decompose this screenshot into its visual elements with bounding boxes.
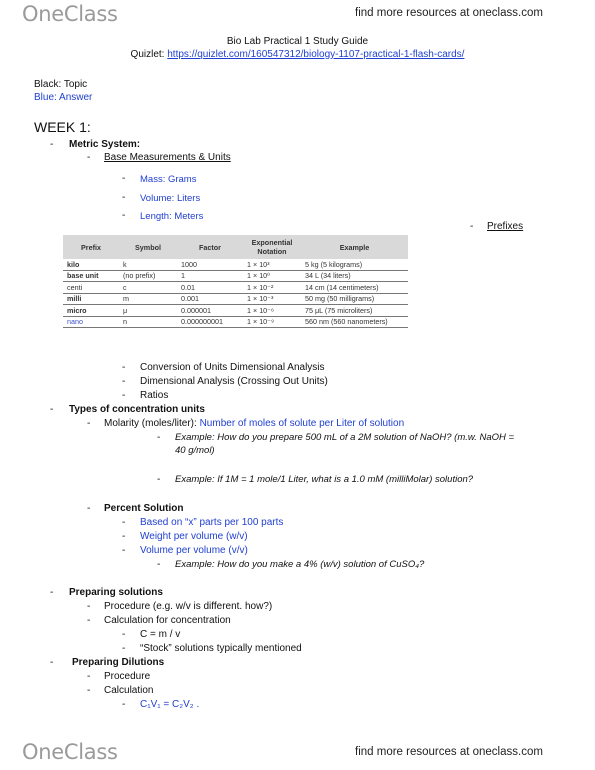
prefixes-heading: Prefixes: [487, 221, 524, 232]
logo-class: Class: [63, 740, 118, 764]
dimensional-item: Dimensional Analysis (Crossing Out Units): [140, 376, 328, 387]
cell-exponential: 1 × 10⁻³: [243, 293, 301, 305]
cell-exponential: 1 × 10³: [243, 259, 301, 270]
col-header-factor: Factor: [177, 235, 243, 259]
molarity-label: Molarity (moles/liter):: [104, 418, 200, 429]
cell-prefix: micro: [63, 305, 119, 317]
header-tagline[interactable]: find more resources at oneclass.com: [355, 7, 543, 19]
cell-symbol: c: [119, 282, 177, 294]
cell-factor: 0.000001: [177, 305, 243, 317]
example-cuso4: Example: How do you make a 4% (w/v) solution of CuSO₄?: [175, 559, 425, 570]
types-concentration-heading: Types of concentration units: [69, 404, 205, 415]
length-answer: Length: Meters: [140, 211, 204, 222]
cell-example: 75 μL (75 microliters): [301, 305, 408, 317]
molarity-item: [104, 418, 404, 429]
table-row: [63, 270, 408, 282]
cell-example: 34 L (34 liters): [301, 270, 408, 282]
dilution-equation: C₁V₁ = C₂V₂ .: [140, 699, 200, 710]
quizlet-link[interactable]: https://quizlet.com/160547312/biology-1107-practical-1-flash-cards/: [167, 49, 465, 60]
cell-symbol: μ: [119, 305, 177, 317]
weight-per-volume-answer: Weight per volume (w/v): [140, 531, 248, 542]
cell-exponential: 1 × 10⁻²: [243, 282, 301, 294]
example-naoh-line2: 40 g/mol): [175, 445, 215, 456]
table-row: [63, 282, 408, 294]
cell-symbol: n: [119, 316, 177, 328]
cell-prefix: nano: [63, 316, 119, 328]
preparing-solutions-heading: Preparing solutions: [69, 587, 163, 598]
percent-solution-heading: Percent Solution: [104, 503, 184, 514]
example-naoh-line1: Example: How do you prepare 500 mL of a 2M solution of NaOH? (m.w. NaOH =: [175, 432, 515, 443]
mass-answer: Mass: Grams: [140, 174, 197, 185]
procedure-eg-item: Procedure (e.g. w/v is different. how?): [104, 601, 273, 612]
volume-per-volume-answer: Volume per volume (v/v): [140, 545, 248, 556]
conversion-item: Conversion of Units Dimensional Analysis: [140, 362, 325, 373]
table-row: [63, 316, 408, 328]
col-header-example: Example: [301, 235, 408, 259]
table-row: [63, 305, 408, 317]
ratios-item: Ratios: [140, 390, 169, 401]
c-equation: C = m / v: [140, 629, 181, 640]
cell-exponential: 1 × 10⁻⁶: [243, 305, 301, 317]
cell-prefix: centi: [63, 282, 119, 294]
calculation-item: Calculation: [104, 685, 154, 696]
cell-symbol: k: [119, 259, 177, 270]
cell-symbol: m: [119, 293, 177, 305]
cell-example: 14 cm (14 centimeters): [301, 282, 408, 294]
cell-example: 560 nm (560 nanometers): [301, 316, 408, 328]
volume-answer: Volume: Liters: [140, 193, 201, 204]
table-row: [63, 259, 408, 270]
cell-factor: 1: [177, 270, 243, 282]
table-row: [63, 293, 408, 305]
cell-example: 5 kg (5 kilograms): [301, 259, 408, 270]
base-measurements-heading: Base Measurements & Units: [104, 152, 231, 163]
cell-factor: 0.01: [177, 282, 243, 294]
metric-system-heading: Metric System:: [69, 139, 141, 150]
cell-exponential: 1 × 10⁻⁹: [243, 316, 301, 328]
prefix-table: [63, 235, 408, 328]
col-header-symbol: Symbol: [119, 235, 177, 259]
stock-item: “Stock” solutions typically mentioned: [140, 643, 302, 654]
cell-symbol: (no prefix): [119, 270, 177, 282]
calc-concentration-item: Calculation for concentration: [104, 615, 231, 626]
quizlet-line: [0, 49, 595, 60]
col-header-prefix: Prefix: [63, 235, 119, 259]
legend-black: Black: Topic: [34, 79, 88, 90]
example-mm: Example: If 1M = 1 mole/1 Liter, what is a 1.0 mM (milliMolar) solution?: [175, 474, 474, 485]
molarity-answer: Number of moles of solute per Liter of solution: [199, 418, 405, 429]
legend-blue: Blue: Answer: [34, 92, 93, 103]
oneclass-logo-footer: [22, 740, 118, 764]
cell-factor: 1000: [177, 259, 243, 270]
cell-factor: 0.001: [177, 293, 243, 305]
cell-prefix: milli: [63, 293, 119, 305]
oneclass-logo: [22, 2, 118, 26]
cell-exponential: 1 × 10⁰: [243, 270, 301, 282]
quizlet-label: Quizlet:: [130, 49, 168, 60]
col-header-exponential: Exponential Notation: [243, 235, 301, 259]
cell-prefix: kilo: [63, 259, 119, 270]
table-header-row: [63, 235, 408, 259]
cell-example: 50 mg (50 milligrams): [301, 293, 408, 305]
week-heading: WEEK 1:: [34, 119, 91, 135]
cell-prefix: base unit: [63, 270, 119, 282]
logo-one: One: [22, 2, 64, 26]
procedure-item: Procedure: [104, 671, 151, 682]
cell-factor: 0.000000001: [177, 316, 243, 328]
logo-class: Class: [63, 2, 118, 26]
logo-one: One: [22, 740, 64, 764]
based-on-answer: Based on “x” parts per 100 parts: [140, 517, 284, 528]
document-title: Bio Lab Practical 1 Study Guide: [226, 36, 369, 47]
preparing-dilutions-heading: Preparing Dilutions: [72, 657, 165, 668]
footer-tagline[interactable]: find more resources at oneclass.com: [355, 746, 543, 758]
